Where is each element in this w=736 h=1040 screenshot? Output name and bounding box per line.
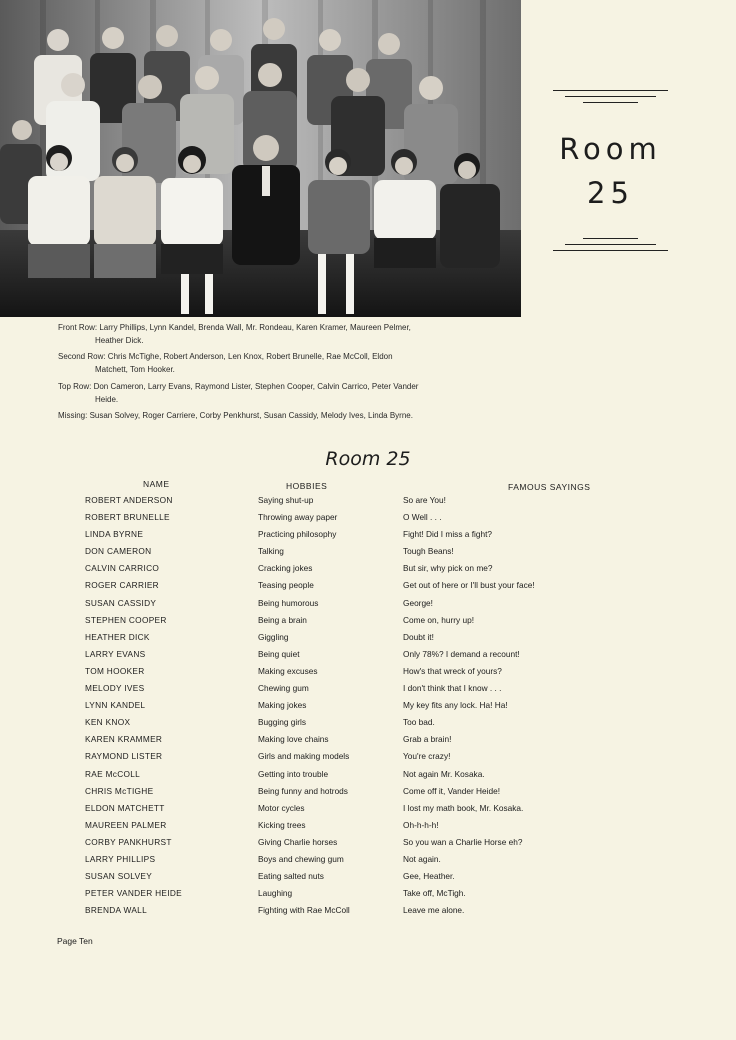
student-hobby: Fighting with Rae McColl <box>258 905 350 916</box>
student-name: RAE McCOLL <box>85 768 141 779</box>
student-saying: How's that wreck of yours? <box>403 665 502 676</box>
table-row <box>0 543 736 560</box>
divider <box>583 238 638 239</box>
caption-top-row-cont: Heide. <box>95 394 119 404</box>
table-row <box>0 714 736 731</box>
student-saying: I lost my math book, Mr. Kosaka. <box>403 802 524 813</box>
student-saying: My key fits any lock. Ha! Ha! <box>403 700 508 711</box>
table-row <box>0 834 736 851</box>
class-photo-image <box>0 0 521 317</box>
student-hobby: Being a brain <box>258 614 307 625</box>
table-row <box>0 697 736 714</box>
table-row <box>0 680 736 697</box>
table-row <box>0 509 736 526</box>
student-hobby: Motor cycles <box>258 802 305 813</box>
divider <box>553 250 668 251</box>
student-hobby: Cracking jokes <box>258 563 313 574</box>
student-name: LYNN KANDEL <box>85 700 146 711</box>
table-row <box>0 783 736 800</box>
student-saying: Grab a brain! <box>403 734 452 745</box>
class-photo <box>0 0 521 317</box>
student-name: ROBERT ANDERSON <box>85 495 173 505</box>
student-name: LARRY PHILLIPS <box>85 853 156 864</box>
student-saying: Doubt it! <box>403 631 434 642</box>
student-name: DON CAMERON <box>85 546 152 557</box>
section-title: Room 25 <box>325 448 411 470</box>
student-hobby: Making excuses <box>258 665 318 676</box>
table-row <box>0 612 736 629</box>
student-name: CORBY PANKHURST <box>85 836 172 847</box>
student-name: ROBERT BRUNELLE <box>85 512 170 523</box>
table-row <box>0 526 736 543</box>
caption-second-row <box>58 351 498 376</box>
caption-top-row <box>58 381 498 406</box>
divider <box>553 90 668 91</box>
table-row <box>0 885 736 902</box>
side-title <box>553 90 668 252</box>
student-hobby: Being humorous <box>258 597 319 608</box>
student-saying: Gee, Heather. <box>403 871 455 882</box>
student-saying: But sir, why pick on me? <box>403 563 493 574</box>
table-row <box>0 800 736 817</box>
student-hobby: Teasing people <box>258 580 314 591</box>
student-hobby: Giving Charlie horses <box>258 836 338 847</box>
table-row <box>0 595 736 612</box>
student-hobby: Talking <box>258 546 284 557</box>
student-hobby: Laughing <box>258 888 293 899</box>
student-hobby: Giggling <box>258 631 289 642</box>
student-name: CALVIN CARRICO <box>85 563 160 574</box>
student-saying: Come on, hurry up! <box>403 614 475 625</box>
caption-front-row-text: Front Row: Larry Phillips, Lynn Kandel, Brenda Wall, Mr. Rondeau, Karen Kramer, Maureen Pelmer, <box>58 323 411 332</box>
table-row <box>0 646 736 663</box>
student-saying: Oh-h-h-h! <box>403 819 439 830</box>
divider <box>565 96 656 97</box>
column-header-name: NAME <box>143 479 170 489</box>
student-saying: I don't think that I know . . . <box>403 683 502 694</box>
student-hobby: Being funny and hotrods <box>258 785 348 796</box>
student-saying: O Well . . . <box>403 512 442 523</box>
student-name: TOM HOOKER <box>85 665 145 676</box>
student-saying: Get out of here or I'll bust your face! <box>403 580 535 591</box>
student-hobby: Chewing gum <box>258 683 309 694</box>
student-hobby: Kicking trees <box>258 819 306 830</box>
student-saying: Leave me alone. <box>403 905 465 916</box>
student-saying: Fight! Did I miss a fight? <box>403 529 492 540</box>
student-name: HEATHER DICK <box>85 631 150 642</box>
caption-front-row-cont: Heather Dick. <box>95 335 144 345</box>
student-saying: So are You! <box>403 495 446 505</box>
student-saying: Not again. <box>403 853 441 864</box>
student-saying: Come off it, Vander Heide! <box>403 785 501 796</box>
student-saying: Too bad. <box>403 717 435 728</box>
side-title-word-room: Room <box>559 132 662 166</box>
table-row <box>0 766 736 783</box>
column-header-hobbies: HOBBIES <box>286 481 328 491</box>
table-row <box>0 577 736 594</box>
table-row <box>0 902 736 919</box>
side-title-number: 25 <box>587 176 634 210</box>
caption-missing-text: Missing: Susan Solvey, Roger Carriere, Corby Penkhurst, Susan Cassidy, Melody Ives, Linda Byrne. <box>58 411 413 420</box>
student-hobby: Making love chains <box>258 734 329 745</box>
student-saying: Tough Beans! <box>403 546 454 557</box>
table-row <box>0 851 736 868</box>
student-hobby: Making jokes <box>258 700 307 711</box>
caption-top-row-text: Top Row: Don Cameron, Larry Evans, Raymond Lister, Stephen Cooper, Calvin Carrico, Peter Vander <box>58 382 419 391</box>
student-saying: Take off, McTigh. <box>403 888 466 899</box>
table-row <box>0 629 736 646</box>
page-number: Page Ten <box>57 936 93 946</box>
student-saying: You're crazy! <box>403 751 451 762</box>
student-hobby: Boys and chewing gum <box>258 853 344 864</box>
table-row <box>0 748 736 765</box>
student-name: ROGER CARRIER <box>85 580 159 591</box>
student-saying: Not again Mr. Kosaka. <box>403 768 485 779</box>
student-saying: Only 78%? I demand a recount! <box>403 648 520 659</box>
student-name: KEN KNOX <box>85 717 131 728</box>
table-row <box>0 560 736 577</box>
table-row <box>0 817 736 834</box>
caption-second-row-text: Second Row: Chris McTighe, Robert Anderson, Len Knox, Robert Brunelle, Rae McColl, Eldon <box>58 352 393 361</box>
student-name: SUSAN CASSIDY <box>85 597 157 608</box>
student-hobby: Being quiet <box>258 648 300 659</box>
divider <box>583 102 638 103</box>
student-name: STEPHEN COOPER <box>85 614 167 625</box>
student-hobby: Eating salted nuts <box>258 871 324 882</box>
student-name: KAREN KRAMMER <box>85 734 163 745</box>
student-name: BRENDA WALL <box>85 905 148 916</box>
caption-second-row-cont: Matchett, Tom Hooker. <box>95 364 175 374</box>
student-hobby: Saying shut-up <box>258 495 314 505</box>
student-name: PETER VANDER HEIDE <box>85 888 182 899</box>
divider <box>565 244 656 245</box>
student-name: RAYMOND LISTER <box>85 751 163 762</box>
student-name: ELDON MATCHETT <box>85 802 165 813</box>
student-hobby: Practicing philosophy <box>258 529 337 540</box>
class-table <box>0 492 736 919</box>
student-name: LINDA BYRNE <box>85 529 144 540</box>
student-hobby: Getting into trouble <box>258 768 329 779</box>
student-hobby: Girls and making models <box>258 751 350 762</box>
student-name: LARRY EVANS <box>85 648 146 659</box>
student-name: SUSAN SOLVEY <box>85 871 153 882</box>
student-saying: George! <box>403 597 433 608</box>
table-row <box>0 663 736 680</box>
table-row <box>0 731 736 748</box>
student-name: MELODY IVES <box>85 683 145 694</box>
caption-front-row <box>58 322 498 347</box>
caption-missing <box>58 410 528 423</box>
table-row <box>0 492 736 509</box>
student-hobby: Throwing away paper <box>258 512 338 523</box>
student-name: CHRIS McTIGHE <box>85 785 154 796</box>
table-row <box>0 868 736 885</box>
student-saying: So you wan a Charlie Horse eh? <box>403 836 523 847</box>
column-header-famous-sayings: FAMOUS SAYINGS <box>508 482 591 492</box>
student-name: MAUREEN PALMER <box>85 819 167 830</box>
student-hobby: Bugging girls <box>258 717 306 728</box>
